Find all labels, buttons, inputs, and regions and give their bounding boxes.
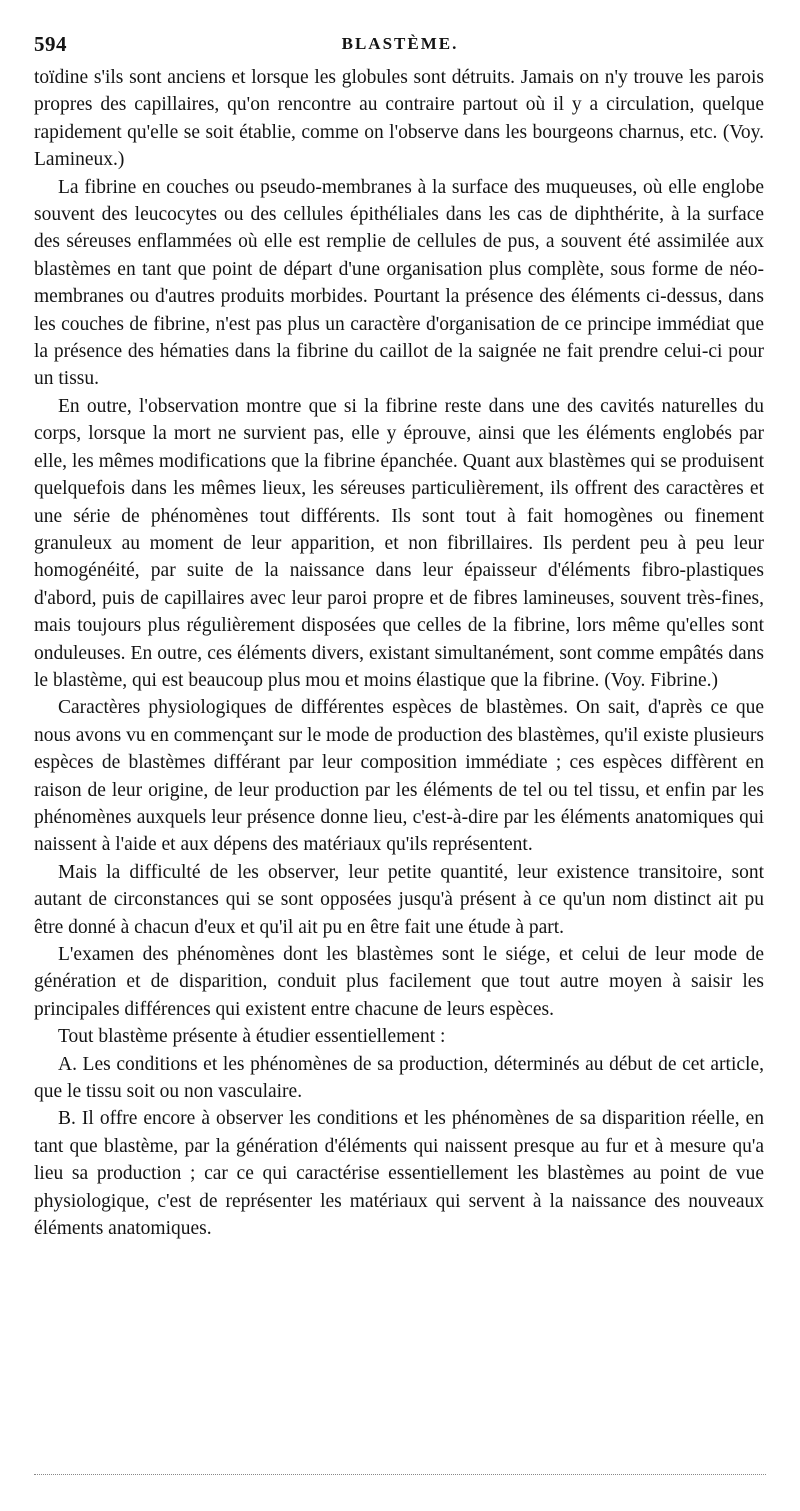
paragraph: B. Il offre encore à observer les conditions et les phénomènes de sa disparition réelle, en tant que blastème, par la génération d'éléments qui naissent presque au fur et à mesure qu'a lieu sa production ; car ce qui caractérise essentiellement les blastèmes au point de vue physiologique, c'est de représenter les matériaux qui servent à la naissance des nouveaux éléments anatomiques. — [34, 1108, 764, 1240]
body-text — [34, 64, 764, 1242]
page-header — [34, 30, 766, 60]
paragraph: L'examen des phénomènes dont les blastèmes sont le siége, et celui de leur mode de génération et de disparition, conduit plus facilement que tout autre moyen à saisir les principales différences qui existent entre chacune de leurs espèces. — [34, 944, 764, 1020]
paragraph: Mais la difficulté de les observer, leur petite quantité, leur existence transitoire, sont autant de circonstances qui se sont opposées jusqu'à présent à ce qu'un nom distinct ait pu être donné à chacun d'eux et qu'il ait pu en être fait une étude à part. — [34, 861, 764, 938]
paragraph: En outre, l'observation montre que si la fibrine reste dans une des cavités naturelles du corps, lorsque la mort ne survient pas, elle y éprouve, ainsi que les éléments englobés par elle, les mêmes modifications que la fibrine épanchée. Quant aux blastèmes qui se produisent quelquefois dans les mêmes lieux, les séreuses particulièrement, ils offrent des caractères et une série de phénomènes tout différents. Ils sont tout à fait homogènes ou finement granuleux au moment de leur apparition, et non fibrillaires. Ils perdent peu à peu leur homogénéité, par suite de la naissance dans leur épaisseur d'éléments fibro-plastiques d'abord, puis de capillaires avec leur paroi propre et de fibres lamineuses, souvent très-fines, mais toujours plus régulièrement disposées que celles de la fibrine, lors même qu'elles sont onduleuses. En outre, ces éléments divers, existant simultanément, sont comme empâtés dans le blastème, qui est beaucoup plus mou et moins élastique que la fibrine. (Voy. Fibrine.) — [34, 395, 764, 691]
paragraph: La fibrine en couches ou pseudo-membranes à la surface des muqueuses, où elle englobe souvent des leucocytes ou des cellules épithéliales dans les cas de diphthérite, à la surface des séreuses enflammées où elle est remplie de cellules de pus, a souvent été assimilée aux blastèmes en tant que point de départ d'une organisation plus complète, sous forme de néo-membranes ou d'autres produits morbides. Pourtant la présence des éléments ci-dessus, dans les couches de fibrine, n'est pas plus un caractère d'organisation de ce principe immédiat que la présence des hématies dans la fibrine du caillot de la saignée ne fait prendre celui-ci pour un tissu. — [34, 176, 764, 390]
paragraph: Caractères physiologiques de différentes espèces de blastèmes. On sait, d'après ce que nous avons vu en commençant sur le mode de production des blastèmes, qu'il existe plusieurs espèces de blastèmes différant par leur composition immédiate ; ces espèces diffèrent en raison de leur origine, de leur production par les éléments de tel ou tel tissu, et enfin par les phénomènes auxquels leur présence donne lieu, c'est-à-dire par les éléments anatomiques qui naissent à l'aide et aux dépens des matériaux qu'ils représentent. — [34, 697, 764, 856]
paragraph: toïdine s'ils sont anciens et lorsque les globules sont détruits. Jamais on n'y trouve les parois propres des capillaires, qu'on rencontre au contraire partout où il y a circulation, quelque rapidement qu'elle se soit établie, comme on l'observe dans les bourgeons charnus, etc. (Voy. Lamineux.) — [34, 67, 764, 171]
page-number: 594 — [34, 32, 67, 56]
paragraph: A. Les conditions et les phénomènes de sa production, déterminés au début de cet article, que le tissu soit ou non vasculaire. — [34, 1053, 764, 1103]
footer-divider — [34, 1474, 766, 1475]
running-title: BLASTÈME. — [341, 34, 459, 53]
paragraph: Tout blastème présente à étudier essentiellement : — [58, 1026, 446, 1048]
